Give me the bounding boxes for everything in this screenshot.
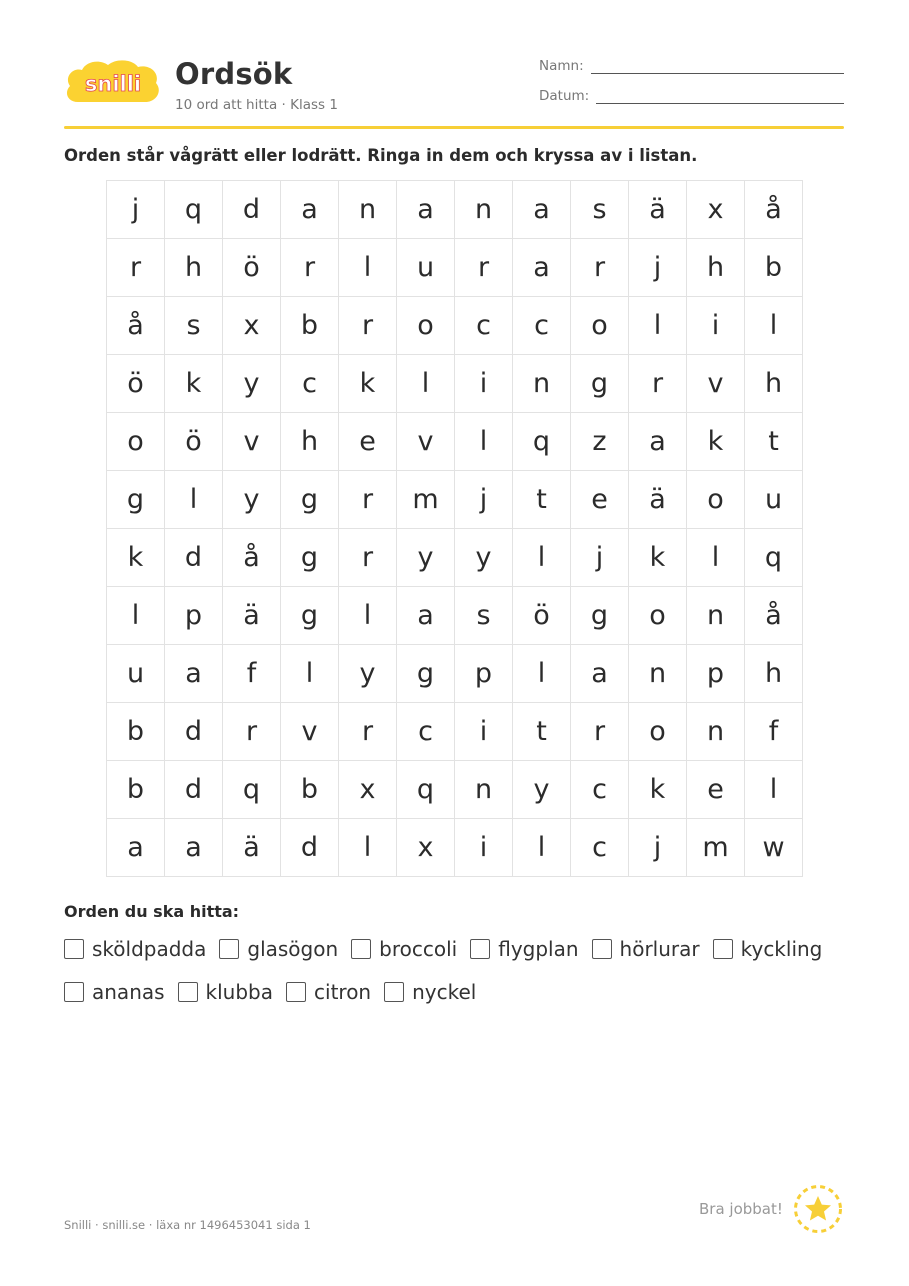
grid-cell[interactable]: c	[571, 819, 629, 877]
grid-cell[interactable]: j	[107, 181, 165, 239]
word-checkbox[interactable]	[178, 982, 198, 1002]
grid-cell[interactable]: s	[165, 297, 223, 355]
word-label: citron	[314, 980, 372, 1004]
word-checkbox[interactable]	[219, 939, 239, 959]
grid-cell[interactable]: l	[455, 413, 513, 471]
grid-cell[interactable]: d	[165, 703, 223, 761]
grid-cell[interactable]: r	[339, 471, 397, 529]
grid-cell[interactable]: ä	[629, 181, 687, 239]
grid-cell[interactable]: b	[107, 761, 165, 819]
word-checkbox[interactable]	[64, 982, 84, 1002]
grid-cell[interactable]: d	[165, 529, 223, 587]
instruction-text: Orden står vågrätt eller lodrätt. Ringa in dem och kryssa av i listan.	[64, 146, 698, 165]
grid-cell[interactable]: ä	[223, 587, 281, 645]
grid-cell[interactable]: k	[629, 761, 687, 819]
grid-cell[interactable]: a	[281, 181, 339, 239]
grid-cell[interactable]: y	[397, 529, 455, 587]
grid-cell[interactable]: r	[455, 239, 513, 297]
grid-cell[interactable]: ö	[513, 587, 571, 645]
grid-cell[interactable]: q	[165, 181, 223, 239]
grid-cell[interactable]: y	[223, 471, 281, 529]
grid-cell[interactable]: r	[107, 239, 165, 297]
grid-cell[interactable]: l	[165, 471, 223, 529]
grid-cell[interactable]: a	[397, 181, 455, 239]
grid-cell[interactable]: j	[629, 239, 687, 297]
word-label: hörlurar	[619, 937, 700, 961]
grid-cell[interactable]: b	[281, 297, 339, 355]
grid-cell[interactable]: r	[339, 703, 397, 761]
grid-cell[interactable]: s	[571, 181, 629, 239]
grid-cell[interactable]: i	[455, 703, 513, 761]
grid-cell[interactable]: l	[339, 819, 397, 877]
word-item	[384, 980, 476, 1004]
grid-cell[interactable]: a	[107, 819, 165, 877]
word-label: nyckel	[412, 980, 477, 1004]
name-label: Namn:	[539, 58, 584, 74]
grid-cell[interactable]: q	[397, 761, 455, 819]
grid-cell[interactable]: u	[745, 471, 803, 529]
word-checkbox[interactable]	[351, 939, 371, 959]
grid-cell[interactable]: ö	[223, 239, 281, 297]
page-subtitle: 10 ord att hitta · Klass 1	[175, 97, 338, 113]
grid-cell[interactable]: m	[687, 819, 745, 877]
grid-cell[interactable]: l	[397, 355, 455, 413]
grid-cell[interactable]: v	[281, 703, 339, 761]
grid-cell[interactable]: b	[745, 239, 803, 297]
grid-cell[interactable]: h	[687, 239, 745, 297]
word-checkbox[interactable]	[713, 939, 733, 959]
word-label: broccoli	[379, 937, 458, 961]
grid-cell[interactable]: l	[513, 645, 571, 703]
word-item	[286, 980, 371, 1004]
word-item	[592, 937, 700, 961]
word-checkbox[interactable]	[64, 939, 84, 959]
grid-cell[interactable]: r	[629, 355, 687, 413]
grid-cell[interactable]: d	[281, 819, 339, 877]
grid-cell[interactable]: a	[513, 181, 571, 239]
grid-cell[interactable]: w	[745, 819, 803, 877]
grid-cell[interactable]: r	[281, 239, 339, 297]
grid-cell[interactable]: l	[687, 529, 745, 587]
grid-cell[interactable]: f	[745, 703, 803, 761]
grid-cell[interactable]: n	[629, 645, 687, 703]
grid-cell[interactable]: n	[455, 181, 513, 239]
grid-cell[interactable]: m	[397, 471, 455, 529]
word-label: klubba	[205, 980, 274, 1004]
grid-cell[interactable]: o	[397, 297, 455, 355]
grid-cell[interactable]: v	[687, 355, 745, 413]
grid-cell[interactable]: o	[571, 297, 629, 355]
grid-cell[interactable]: ä	[223, 819, 281, 877]
grid-cell[interactable]: å	[107, 297, 165, 355]
grid-cell[interactable]: b	[107, 703, 165, 761]
grid-cell[interactable]: p	[165, 587, 223, 645]
grid-cell[interactable]: g	[281, 529, 339, 587]
grid-cell[interactable]: j	[455, 471, 513, 529]
grid-cell[interactable]: å	[745, 181, 803, 239]
grid-cell[interactable]: t	[513, 703, 571, 761]
grid-cell[interactable]: n	[513, 355, 571, 413]
grid-cell[interactable]: å	[223, 529, 281, 587]
grid-cell[interactable]: a	[165, 819, 223, 877]
grid-cell[interactable]: e	[687, 761, 745, 819]
grid-cell[interactable]: c	[397, 703, 455, 761]
grid-cell[interactable]: l	[513, 819, 571, 877]
grid-cell[interactable]: ö	[165, 413, 223, 471]
grid-cell[interactable]: l	[629, 297, 687, 355]
grid-cell[interactable]: d	[223, 181, 281, 239]
grid-cell[interactable]: i	[455, 355, 513, 413]
word-label: flygplan	[498, 937, 579, 961]
grid-cell[interactable]: o	[629, 587, 687, 645]
grid-cell[interactable]: k	[107, 529, 165, 587]
grid-cell[interactable]: g	[107, 471, 165, 529]
grid-cell[interactable]: j	[571, 529, 629, 587]
footer-text: Snilli · snilli.se · läxa nr 1496453041 sida 1	[64, 1218, 311, 1232]
grid-cell[interactable]: d	[165, 761, 223, 819]
name-field-line[interactable]	[591, 73, 844, 74]
grid-cell[interactable]: p	[455, 645, 513, 703]
word-checkbox[interactable]	[592, 939, 612, 959]
grid-cell[interactable]: l	[339, 587, 397, 645]
grid-cell[interactable]: s	[455, 587, 513, 645]
grid-cell[interactable]: n	[687, 703, 745, 761]
grid-cell[interactable]: x	[397, 819, 455, 877]
grid-cell[interactable]: h	[745, 355, 803, 413]
grid-cell[interactable]: o	[629, 703, 687, 761]
grid-cell[interactable]: z	[571, 413, 629, 471]
grid-cell[interactable]: ö	[107, 355, 165, 413]
grid-cell[interactable]: v	[397, 413, 455, 471]
grid-cell[interactable]: j	[629, 819, 687, 877]
grid-cell[interactable]: q	[223, 761, 281, 819]
grid-cell[interactable]: x	[687, 181, 745, 239]
word-item	[713, 937, 823, 961]
logo-text: snilli	[84, 72, 142, 96]
grid-cell[interactable]: c	[513, 297, 571, 355]
grid-cell[interactable]: b	[281, 761, 339, 819]
grid-cell[interactable]: q	[745, 529, 803, 587]
grid-cell[interactable]: y	[513, 761, 571, 819]
grid-cell[interactable]: i	[455, 819, 513, 877]
header-divider	[64, 126, 844, 129]
word-item	[219, 937, 338, 961]
grid-cell[interactable]: h	[281, 413, 339, 471]
grid-cell[interactable]: k	[687, 413, 745, 471]
grid-cell[interactable]: r	[223, 703, 281, 761]
grid-cell[interactable]: r	[571, 239, 629, 297]
grid-cell[interactable]: l	[745, 297, 803, 355]
grid-cell[interactable]: r	[339, 297, 397, 355]
word-checkbox[interactable]	[384, 982, 404, 1002]
date-field-line[interactable]	[596, 103, 844, 104]
grid-cell[interactable]: x	[223, 297, 281, 355]
word-label: ananas	[92, 980, 165, 1004]
grid-cell[interactable]: k	[629, 529, 687, 587]
grid-cell[interactable]: c	[571, 761, 629, 819]
praise-text: Bra jobbat!	[699, 1200, 783, 1218]
grid-cell[interactable]: o	[687, 471, 745, 529]
grid-cell[interactable]: h	[745, 645, 803, 703]
grid-cell[interactable]: l	[339, 239, 397, 297]
grid-cell[interactable]: n	[687, 587, 745, 645]
grid-cell[interactable]: y	[339, 645, 397, 703]
grid-cell[interactable]: p	[687, 645, 745, 703]
grid-cell[interactable]: n	[339, 181, 397, 239]
word-checkbox[interactable]	[286, 982, 306, 1002]
grid-cell[interactable]: t	[745, 413, 803, 471]
grid-cell[interactable]: k	[165, 355, 223, 413]
grid-cell[interactable]: g	[281, 471, 339, 529]
snilli-logo	[64, 58, 162, 108]
grid-cell[interactable]: c	[455, 297, 513, 355]
word-item	[64, 937, 206, 961]
grid-cell[interactable]: a	[513, 239, 571, 297]
date-label: Datum:	[539, 88, 590, 104]
grid-cell[interactable]: r	[571, 703, 629, 761]
word-checkbox[interactable]	[470, 939, 490, 959]
grid-cell[interactable]: i	[687, 297, 745, 355]
word-item	[64, 980, 165, 1004]
grid-cell[interactable]: k	[339, 355, 397, 413]
word-list-heading: Orden du ska hitta:	[64, 902, 240, 921]
grid-cell[interactable]: a	[629, 413, 687, 471]
grid-cell[interactable]: v	[223, 413, 281, 471]
grid-cell[interactable]: g	[571, 587, 629, 645]
word-search-grid	[106, 180, 803, 877]
word-label: glasögon	[247, 937, 339, 961]
grid-cell[interactable]: å	[745, 587, 803, 645]
word-list-row	[64, 980, 489, 1004]
grid-cell[interactable]: t	[513, 471, 571, 529]
grid-cell[interactable]: y	[455, 529, 513, 587]
word-item	[351, 937, 457, 961]
grid-cell[interactable]: u	[397, 239, 455, 297]
grid-cell[interactable]: a	[571, 645, 629, 703]
grid-cell[interactable]: o	[107, 413, 165, 471]
grid-cell[interactable]: x	[339, 761, 397, 819]
grid-cell[interactable]: a	[165, 645, 223, 703]
grid-cell[interactable]: e	[339, 413, 397, 471]
grid-cell[interactable]: a	[397, 587, 455, 645]
word-label: kyckling	[740, 937, 823, 961]
grid-cell[interactable]: l	[745, 761, 803, 819]
grid-cell[interactable]: r	[339, 529, 397, 587]
grid-cell[interactable]: l	[281, 645, 339, 703]
word-label: sköldpadda	[92, 937, 207, 961]
grid-cell[interactable]: h	[165, 239, 223, 297]
grid-cell[interactable]: ä	[629, 471, 687, 529]
star-icon	[793, 1184, 843, 1234]
grid-cell[interactable]: e	[571, 471, 629, 529]
grid-cell[interactable]: u	[107, 645, 165, 703]
grid-cell[interactable]: l	[107, 587, 165, 645]
grid-cell[interactable]: y	[223, 355, 281, 413]
word-list-row	[64, 937, 835, 961]
grid-cell[interactable]: l	[513, 529, 571, 587]
grid-cell[interactable]: f	[223, 645, 281, 703]
grid-cell[interactable]: g	[571, 355, 629, 413]
grid-cell[interactable]: c	[281, 355, 339, 413]
word-item	[470, 937, 578, 961]
word-item	[178, 980, 273, 1004]
page-title: Ordsök	[175, 57, 293, 91]
grid-cell[interactable]: g	[281, 587, 339, 645]
grid-cell[interactable]: q	[513, 413, 571, 471]
grid-cell[interactable]: n	[455, 761, 513, 819]
grid-cell[interactable]: g	[397, 645, 455, 703]
